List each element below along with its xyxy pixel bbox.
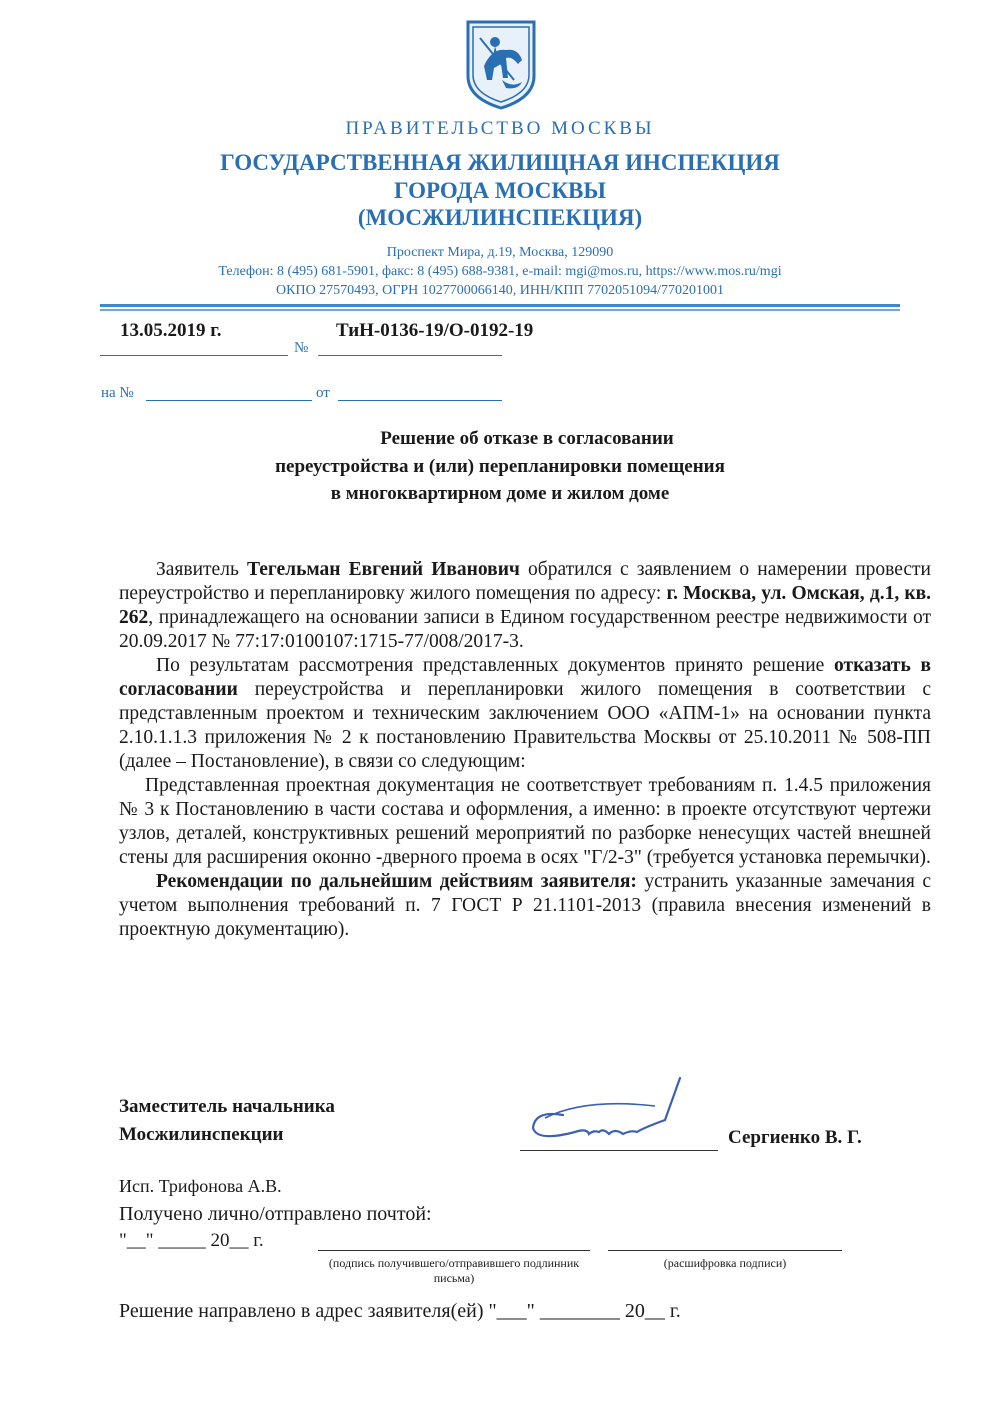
document-number: ТиН-0136-19/О-0192-19 [336, 320, 534, 341]
applicant-name: Тегельман Евгений Иванович [246, 559, 520, 580]
decision-body [119, 558, 931, 942]
contacts-line: Телефон: 8 (495) 681-5901, факс: 8 (495) 688-9381, e-mail: mgi@mos.ru, https://www.mos.ru/mgi [218, 264, 782, 279]
signer-position-line-2: Мосжилинспекции [119, 1124, 284, 1145]
inspection-name-line-1: ГОСУДАРСТВЕННАЯ ЖИЛИЩНАЯ ИНСПЕКЦИЯ [220, 150, 780, 175]
recommendations-label: Рекомендации по дальнейшим действиям заявителя: [156, 871, 637, 892]
signer-name: Сергиенко В. Г. [728, 1127, 862, 1148]
number-underline [318, 355, 502, 356]
sent-to-applicant-line: Решение направлено в адрес заявителя(ей) "___" ________ 20__ г. [119, 1300, 681, 1322]
decision-refuse: отказать в согласовании [119, 655, 931, 700]
header-divider [100, 304, 900, 307]
reference-date-label: от [316, 385, 330, 401]
signature-decode-caption: (расшифровка подписи) [663, 1256, 787, 1270]
recipient-signature-caption: (подпись получившего/отправившего подлинник письма) [328, 1256, 580, 1285]
executor: Исп. Трифонова А.В. [119, 1176, 282, 1196]
date-underline [100, 355, 288, 356]
recipient-signature-line [318, 1250, 590, 1251]
address-line: Проспект Мира, д.19, Москва, 129090 [386, 245, 614, 260]
document-date: 13.05.2019 г. [120, 320, 222, 341]
inspection-name-line-2: ГОРОДА МОСКВЫ [394, 178, 606, 203]
paragraph-reasons: Представленная проектная документация не соответствует требованиям п. 1.4.5 приложения № 3 к Постановлению в части состава и оформления, а именно: в проекте отсутствуют чертежи узлов, деталей, конструктивных решений мероприятий по разборке ненесущих частей внешней стены для расширения оконно -дверного проема в осях "Г/2-3" (требуется установка перемычки). [119, 775, 931, 868]
signer-position-line-1: Заместитель начальника [119, 1096, 335, 1117]
number-label: № [294, 340, 309, 356]
reference-number-label: на № [101, 385, 134, 401]
moscow-coat-of-arms-icon [462, 18, 540, 110]
handwritten-signature [515, 1070, 705, 1155]
paragraph-applicant: Заявитель Тегельман Евгений Иванович обратился с заявлением о намерении провести переустройство и перепланировку жилого помещения по адресу: г. Москва, ул. Омская, д.1, кв. 262, принадлежащего на основании записи в Едином государственном реестре недвижимости от 20.09.2017 № 77:17:0100107:1715-77/008/2017-3. [119, 559, 932, 652]
signature-underline [520, 1150, 718, 1151]
signature-decode-line [608, 1250, 842, 1251]
property-address: г. Москва, ул. Омская, д.1, кв. 262 [119, 583, 932, 628]
paragraph-recommendations: Рекомендации по дальнейшим действиям заявителя: устранить указанные замечания с учетом выполнения требований п. 7 ГОСТ Р 21.1101-2013 (правила внесения изменений в проектную документацию). [119, 871, 931, 940]
document-title-line-3: в многоквартирном доме и жилом доме [330, 483, 670, 504]
header-divider-secondary [100, 309, 900, 311]
received-label: Получено лично/отправлено почтой: [119, 1203, 432, 1225]
government-name: ПРАВИТЕЛЬСТВО МОСКВЫ [345, 118, 655, 139]
document-title-line-2: переустройства и (или) перепланировки помещения [275, 456, 725, 477]
codes-line: ОКПО 27570493, ОГРН 1027700066140, ИНН/КПП 7702051094/770201001 [276, 283, 724, 298]
received-date-row: "__" _____ 20__ г. [119, 1230, 264, 1251]
document-title-line-1: Решение об отказе в согласовании [380, 428, 674, 449]
inspection-name-line-3: (МОСЖИЛИНСПЕКЦИЯ) [357, 205, 643, 230]
paragraph-decision: По результатам рассмотрения представленных документов принято решение отказать в согласовании переустройства и перепланировки жилого помещения в соответствии с представленным проектом и техническим заключением ООО «АПМ-1» на основании пункта 2.10.1.1.3 приложения № 2 к постановлению Правительства Москвы от 25.10.2011 № 508-ПП (далее – Постановление), в связи со следующим: [119, 655, 931, 772]
reference-number-underline [146, 400, 312, 401]
reference-date-underline [338, 400, 502, 401]
